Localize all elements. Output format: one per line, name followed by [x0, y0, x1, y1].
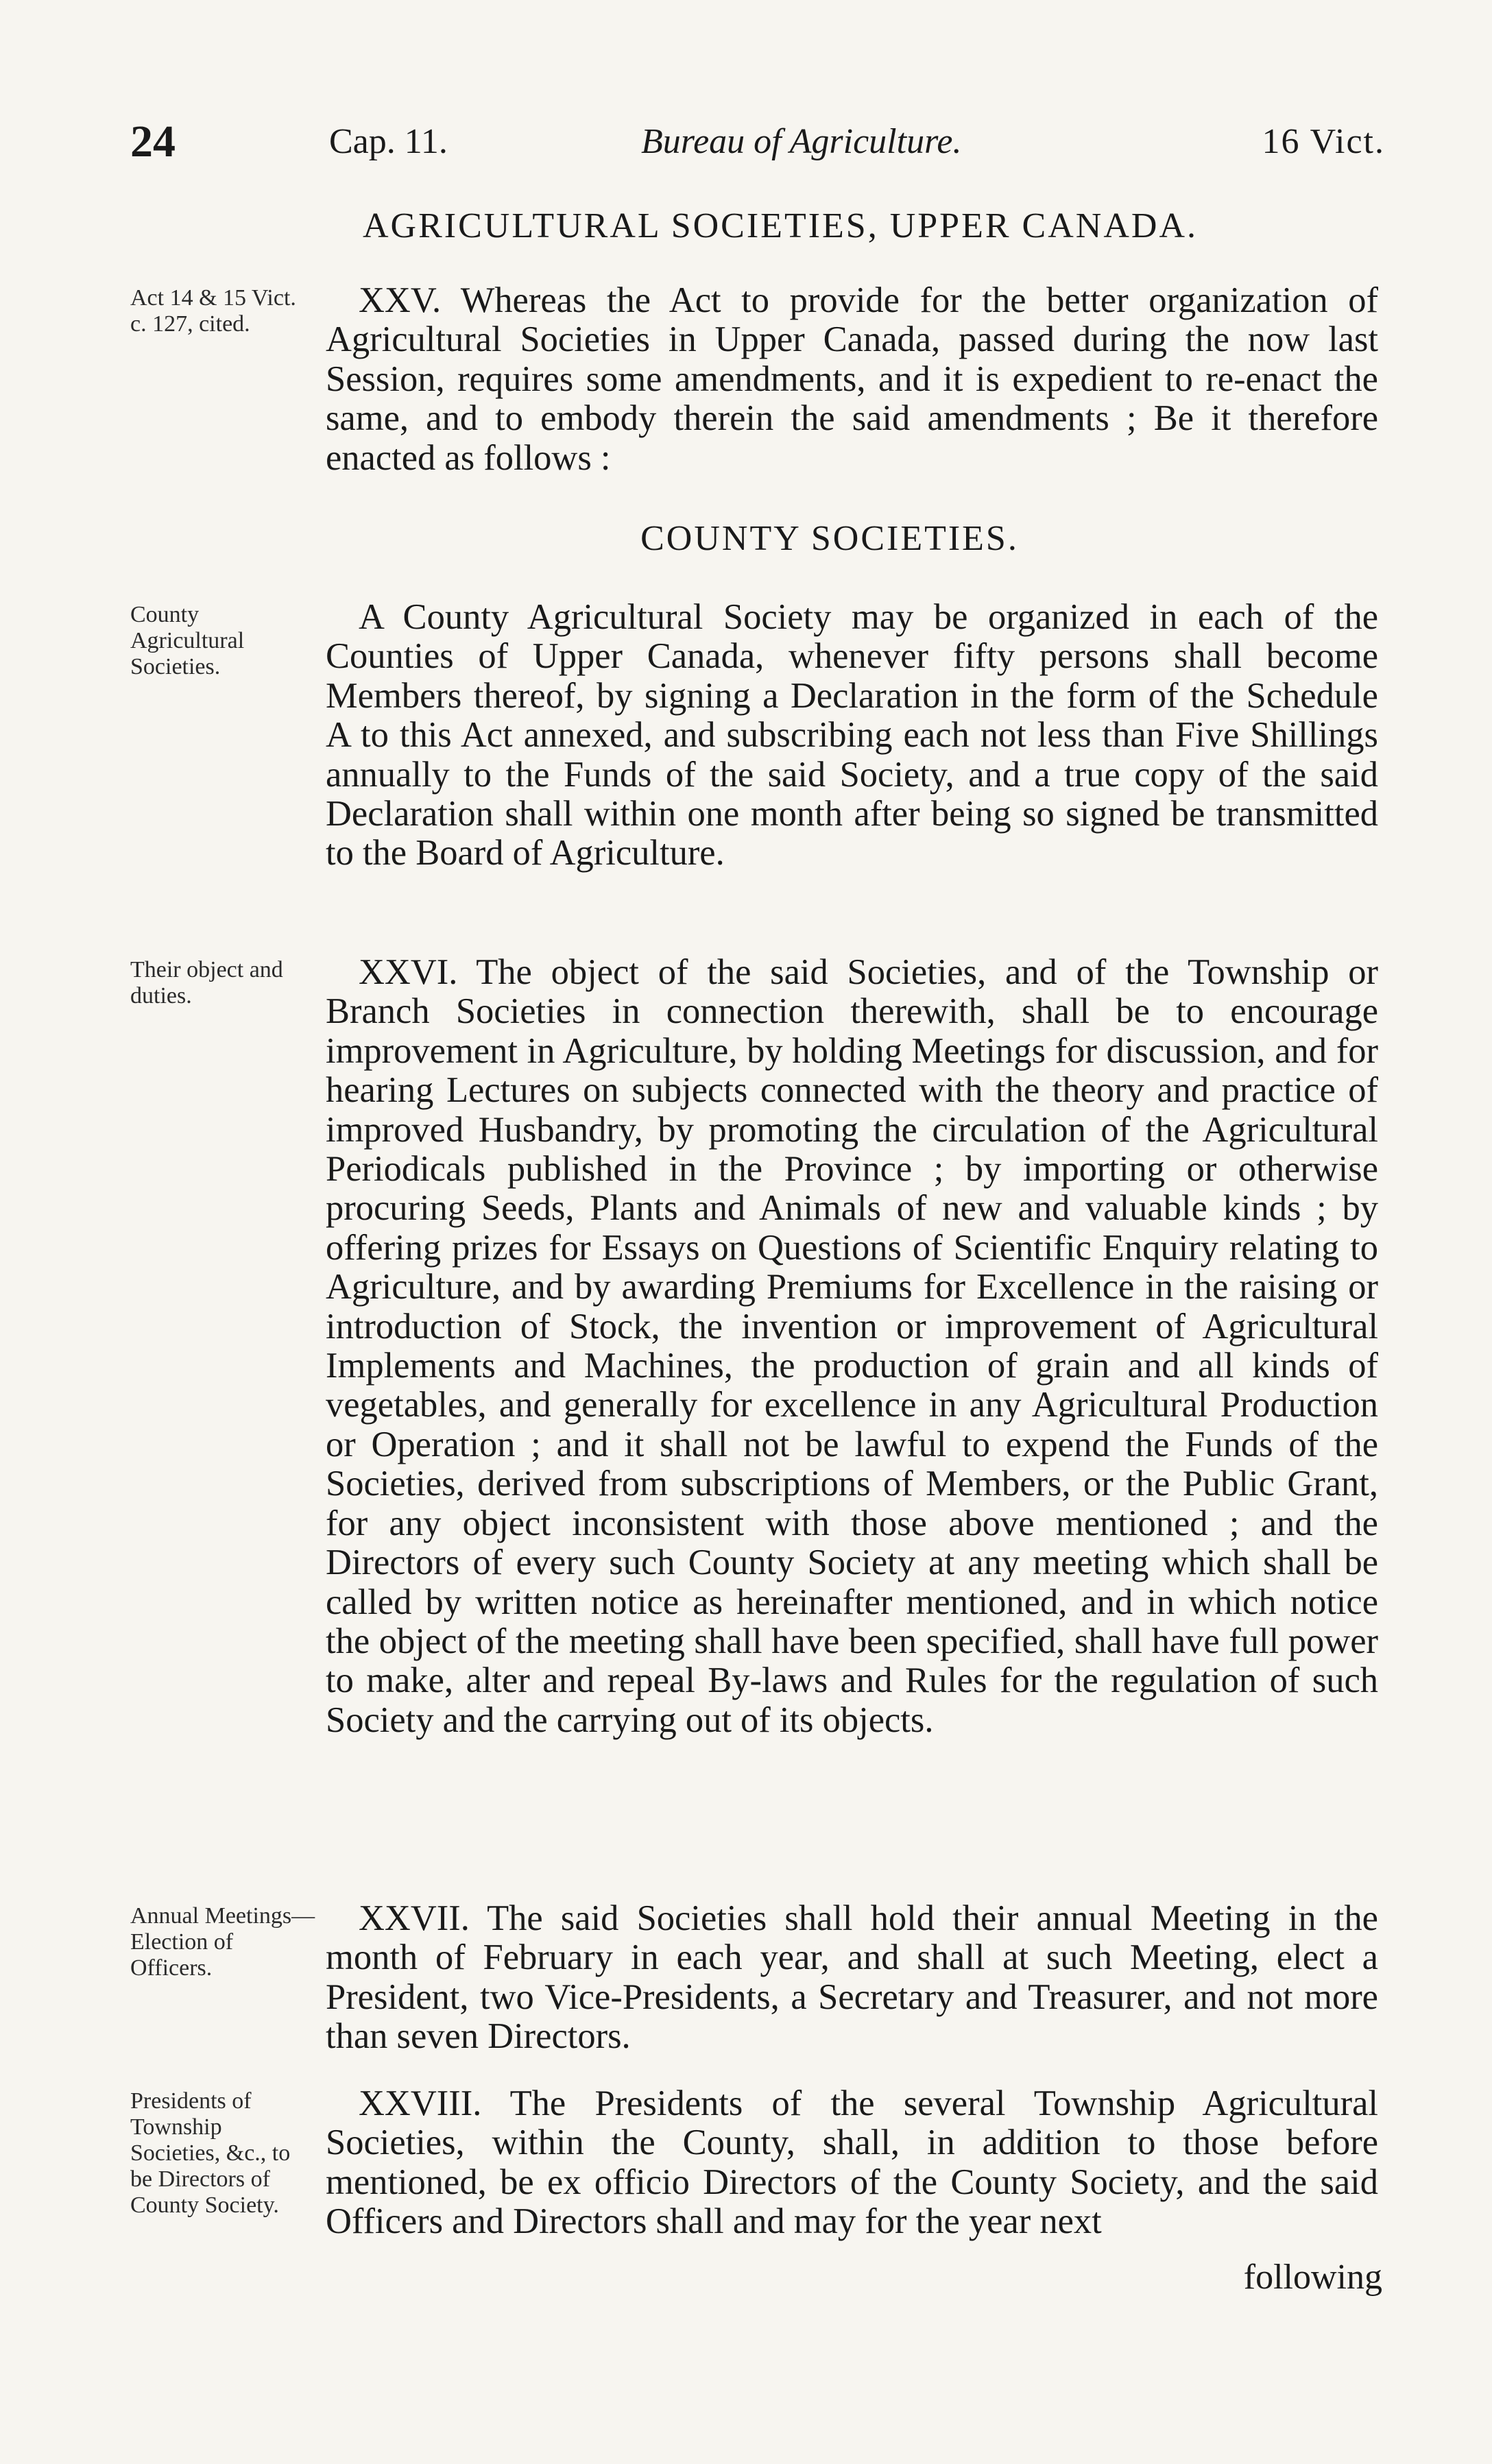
section-text: XXVII. The said Societies shall hold their annual Meeting in the month of February in each year, and shall at such Meeting, elect a President, two Vice-Presidents, a Secretary and Treasurer, and not more than seven Directors. [326, 1898, 1378, 2057]
main-title: AGRICULTURAL SOCIETIES, UPPER CANADA. [362, 206, 1198, 245]
chapter-label: Cap. 11. [329, 122, 448, 161]
running-header [130, 117, 1385, 175]
margin-note: Annual Meetings— Election of Officers. [130, 1903, 315, 1981]
margin-note: Their object and duties. [130, 957, 283, 1008]
page-number: 24 [130, 117, 176, 167]
running-title: Bureau of Agriculture. [641, 122, 962, 161]
section-text: XXVI. The object of the said Societies, and of the Township or Branch Societies in connection therewith, shall be to encourage improvement in Agriculture, by holding Meetings for discussion, and for hearing Lectures on subjects connected with the theory and practice of improved Husbandry, by promoting the circulation of the Agricultural Periodicals published in the Province ; by importing or otherwise procuring Seeds, Plants and Animals of new and valuable kinds ; by offering prizes for Essays on Questions of Scientific Enquiry relating to Agriculture, and by awarding Premiums for Excellence in the raising or introduction of Stock, the invention or improvement of Agricultural Implements and Machines, the production of grain and all kinds of vegetables, and generally for excellence in any Agricultural Production or Operation ; and it shall not be lawful to expend the Funds of the Societies, derived from subscriptions of Members, or the Public Grant, for any object inconsistent with those above mentioned ; and the Directors of every such County Society at any meeting which shall be called by written notice as hereinafter mentioned, and in which notice the object of the meeting shall have been specified, shall have full power to make, alter and repeal By-laws and Rules for the regulation of such Society and the carrying out of its objects. [326, 952, 1378, 1740]
section-text: XXVIII. The Presidents of the several Township Agricultural Societies, within the County, shall, in addition to those before mentioned, be ex officio Directors of the County Society, and the said Officers and Directors shall and may for the year next [326, 2083, 1378, 2242]
catchword: following [1243, 2258, 1382, 2297]
section-text: XXV. Whereas the Act to provide for the better organization of Agricultural Societies in Upper Canada, passed during the now last Session, requires some amendments, and it is expedient to re-enact the same, and to embody therein the said amendments ; Be it therefore enacted as follows : [326, 280, 1378, 478]
margin-note: Act 14 & 15 Vict. c. 127, cited. [130, 285, 296, 337]
section-text: A County Agricultural Society may be organized in each of the Counties of Upper Canada, whenever fifty persons shall become Members thereof, by signing a Declaration in the form of the Schedule A to this Act annexed, and subscribing each not less than Five Shillings annually to the Funds of the said Society, and a true copy of the said Declaration shall within one month after being so signed be transmitted to the Board of Agriculture. [326, 597, 1378, 873]
margin-note: Presidents of Township Societies, &c., to be Directors of County Society. [130, 2088, 291, 2218]
sub-title: COUNTY SOCIETIES. [640, 519, 1019, 558]
regnal-year: 16 Vict. [1262, 122, 1385, 161]
margin-note: County Agricultural Societies. [130, 602, 245, 679]
